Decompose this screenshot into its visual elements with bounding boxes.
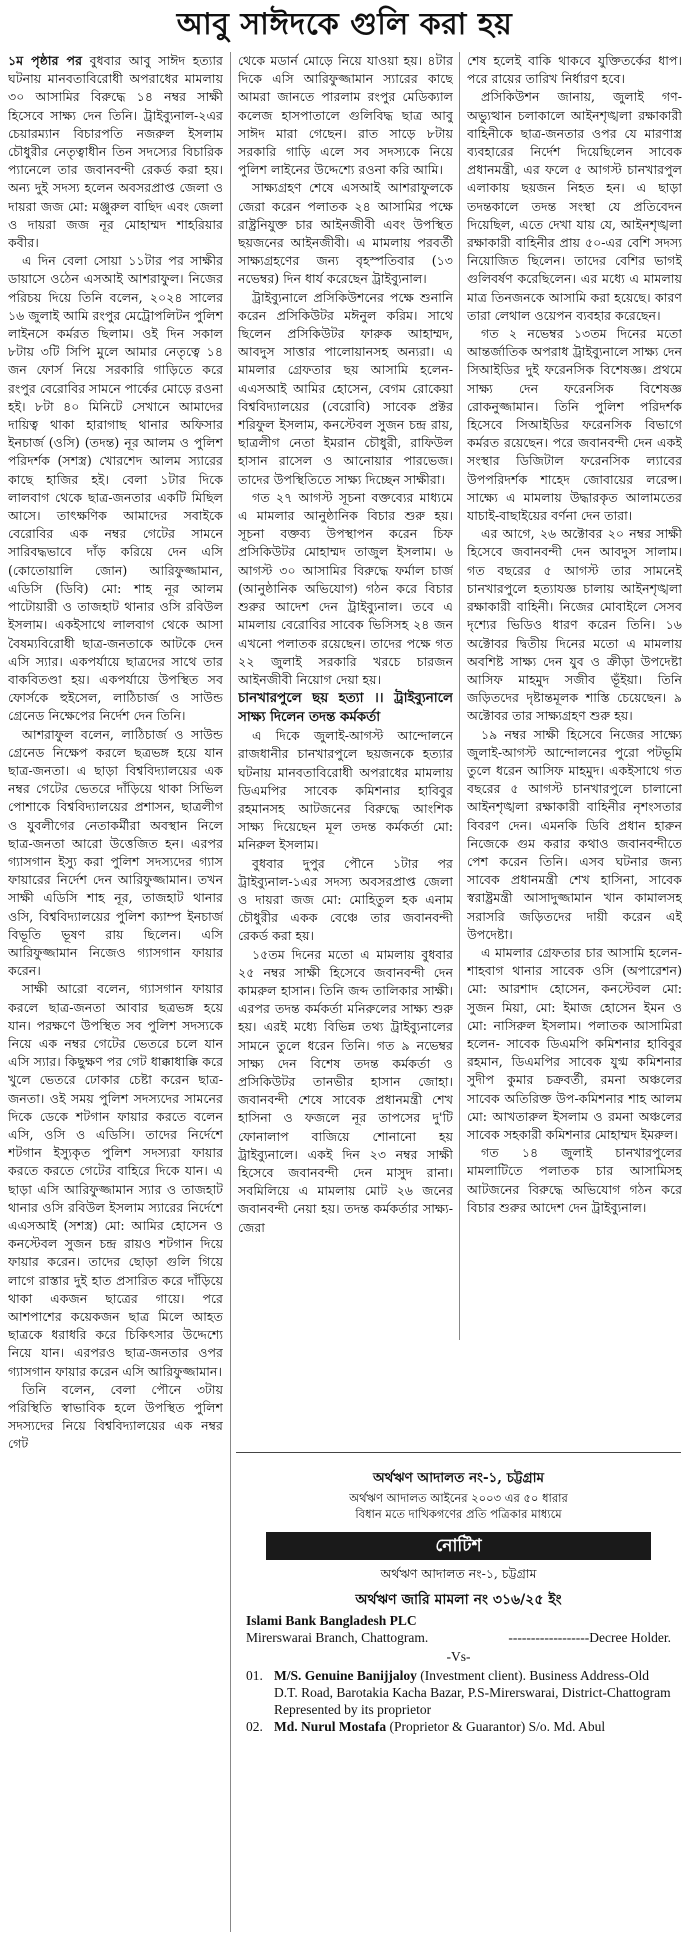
paragraph: বুধবার আবু সাঈদ হত্যার ঘটনায় মানবতাবিরোধী অপরাধের মামলায় ৩০ আসামির বিরুদ্ধে ১৪ নম্বর সাক্ষী হিসেবে সাক্ষ্য দেন তিনি। ট্রাইব্যুনাল-২এর চেয়ারম্যান বিচারপতি নজরুল ইসলাম চৌধুরীর নেতৃত্বাধীন তিন সদস্যের বিচারিক প্যানেলে তার জবানবন্দী রেকর্ড করা হয়। অন্য দুই সদস্য হলেন অবসরপ্রাপ্ত জেলা ও দায়রা জজ মো: মঞ্জুরুল বাছিদ এবং জেলা ও দায়রা জজ নূর মোহাম্মদ শাহরিয়ার কবীর। <box>8 53 223 251</box>
column-1 <box>8 52 223 1932</box>
party-entry <box>246 1667 671 1718</box>
column-3 <box>467 52 682 1340</box>
party-number: 02. <box>246 1719 263 1734</box>
paragraph: এর আগে, ২৬ অক্টোবর ২০ নম্বর সাক্ষী হিসেবে জবানবন্দী দেন আবদুস সালাম। গত বছরের ৫ আগস্ট তার সামনেই চানখারপুলে হত্যাযজ্ঞ চালায় আইনশৃঙ্খলা রক্ষাকারী বাহিনী। নিজের মোবাইলে সেসব দৃশ্যের ভিডিও ধারণ করেন তিনি। ১৬ অক্টোবর দ্বিতীয় দিনের মতো এ মামলায় অবশিষ্ট সাক্ষ্য দেন যুব ও ক্রীড়া উপদেষ্টা আসিফ মাহমুদ সজীব ভূঁইয়া। তিনি জড়িতদের দৃষ্টান্তমূলক শাস্তি চেয়েছেন। ৯ অক্টোবর তার সাক্ষ্যগ্রহণ শুরু হয়। <box>467 526 682 724</box>
party-number: 01. <box>246 1668 263 1683</box>
paragraph: গত ১৪ জুলাই চানখারপুলের মামলাটিতে পলাতক চার আসামিসহ আটজনের বিরুদ্ধে অভিযোগ গঠন করে বিচার শুরুর আদেশ দেন ট্রাইব্যুনাল। <box>467 1145 682 1215</box>
paragraph: এ দিকে জুলাই-আগস্ট আন্দোলনে রাজধানীর চানখারপুলে ছয়জনকে হত্যার ঘটনায় মানবতাবিরোধী অপরাধের মামলায় ডিএমপির সাবেক কমিশনার হাবিবুর রহমানসহ আটজনের বিরুদ্ধে আংশিক সাক্ষ্য দিয়েছেন মূল তদন্ত কর্মকর্তা মো: মনিরুল ইসলাম। <box>238 728 453 853</box>
paragraph: থেকে মডার্ন মোড়ে নিয়ে যাওয়া হয়। ৪টার দিকে এসি আরিফুজ্জামান স্যারের কাছে আমরা জানতে পারলাম রংপুর মেডিক্যাল কলেজ হাসপাতালে গুলিবিদ্ধ ছাত্র আবু সাঈদ মারা গেছেন। রাত সাড়ে ৮টায় সরকারি গাড়ি এলে সব সদস্যকে নিয়ে পুলিশ লাইনের উদ্দেশ্যে রওনা করি আমি। <box>238 53 453 178</box>
paragraph: ১৫তম দিনের মতো এ মামলায় বুধবার ২৫ নম্বর সাক্ষী হিসেবে জবানবন্দী দেন কামরুল হাসান। তিনি জব্দ তালিকার সাক্ষী। এরপর তদন্ত কর্মকর্তা মনিরুলের সাক্ষ্য শুরু হয়। এরই মধ্যে বিভিন্ন তথ্য ট্রাইব্যুনালের সামনে তুলে ধরেন তিনি। গত ৯ নভেম্বর সাক্ষ্য দেন বিশেষ তদন্ত কর্মকর্তা ও প্রসিকিউটর তানভীর হাসান জোহা। জবানবন্দী শেষে সাবেক প্রধানমন্ত্রী শেখ হাসিনা ও ফজলে নূর তাপসের দু'টি ফোনালাপ বাজিয়ে শোনানো হয় ট্রাইব্যুনালে। একই দিন ২৩ নম্বর সাক্ষী হিসেবে জবানবন্দী দেন মাসুদ রানা। সবমিলিয়ে এ মামলায় মোট ২৬ জনের জবানবন্দী নেয়া হয়। তদন্ত কর্মকর্তার সাক্ষ্য-জেরা <box>238 946 453 1235</box>
legal-notice <box>236 1452 681 1940</box>
party-details: (Proprietor & Guarantor) S/o. Md. Abul <box>386 1719 606 1734</box>
column-2 <box>238 52 453 1444</box>
paragraph: গত ২ নভেম্বর ১৩তম দিনের মতো আন্তর্জাতিক অপরাধ ট্রাইব্যুনালে সাক্ষ্য দেন সিআইডির দুই ফরেনসিক বিশেষজ্ঞ। প্রথমে সাক্ষ্য দেন ফরেনসিক বিশেষজ্ঞ রোকনুজ্জামান। তিনি পুলিশ পরিদর্শক হিসেবে সিআইডির ফরেনসিক বিভাগে কর্মরত রয়েছেন। পরে জবানবন্দী দেন একই সংস্থার ডিজিটাল ফরেনসিক ল্যাবের উপপরিদর্শক শাহেদ জোবায়ের লরেন্স। সাক্ষ্যে এ মামলায় উদ্ধারকৃত আলামতের যাচাই-বাছাইয়ের বর্ণনা দেন তারা। <box>467 326 682 524</box>
bank-name: Islami Bank Bangladesh PLC <box>246 1613 417 1628</box>
party-entry <box>246 1718 671 1735</box>
notice-court-subline: বিধান মতে দাখিকগণের প্রতি পত্রিকার মাধ্যমে <box>355 1507 562 1521</box>
subheadline: চানখারপুলে ছয় হত্যা ।। ট্রাইব্যুনালে সাক্ষ্য দিলেন তদন্ত কর্মকর্তা <box>238 690 453 726</box>
column-divider <box>230 52 231 1932</box>
party-details: (Investment client). Business Address-Old D.T. Road, Barotakia Kacha Bazar, P.S-Mirerswarai, District-Chattogram Represented by its proprietor <box>274 1668 671 1717</box>
notice-title: নোটিশ <box>266 1532 651 1560</box>
column-divider <box>459 52 460 1340</box>
paragraph: এ মামলার গ্রেফতার চার আসামি হলেন- শাহবাগ থানার সাবেক ওসি (অপারেশন) মো: আরশাদ হোসেন, কনস্টেবল মো: সুজন মিয়া, মো: ইমাজ হোসেন ইমন ও মো: নাসিরুল ইসলাম। পলাতক আসামিরা হলেন- সাবেক ডিএমপি কমিশনার হাবিবুর রহমান, ডিএমপির সাবেক যুগ্ম কমিশনার সুদীপ কুমার চক্রবর্তী, রমনা অঞ্চলের সাবেক অতিরিক্ত উপ-কমিশনার শাহ আলম মো: আখতারুল ইসলাম ও রমনা অঞ্চলের সাবেক সহকারী কমিশনার মোহাম্মদ ইমরুল। <box>467 944 682 1142</box>
decree-holder-label: ------------------Decree Holder. <box>508 1630 671 1645</box>
notice-case-number: অর্থঋণ জারি মামলা নং ৩১৬/২৫ ইং <box>355 1592 562 1608</box>
paragraph: প্রসিকিউশন জানায়, জুলাই গণ-অভ্যুত্থান চলাকালে আইনশৃঙ্খলা রক্ষাকারী বাহিনীকে ছাত্র-জনতার ওপর যে মারণাস্ত্র ব্যবহারের নির্দেশ দিয়েছিলেন সাবেক প্রধানমন্ত্রী, এর ফলে ৫ আগস্ট চানখারপুল এলাকায় ছয়জন নিহত হন। এ ছাড়া তদন্তকালে তদন্ত সংস্থা যে প্রতিবেদন দিয়েছিল, এতে দেখা যায় যে, আইনশৃঙ্খলা রক্ষাকারী বাহিনীর প্রায় ৫০-এর বেশি সদস্য নিয়োজিত ছিলেন। তাদের বেশির ভাগই গুলিবর্ষণ করেছিলেন। এর মধ্যে এ মামলায় মাত্র তিনজনকে আসামি করা হয়েছে। কারণ তারা লেথাল ওয়েপন ব্যবহার করেছেন। <box>467 89 682 323</box>
paragraph: শেষ হলেই বাকি থাকবে যুক্তিতর্কের ধাপ। পরে রায়ের তারিখ নির্ধারণ হবে। <box>467 53 682 87</box>
bank-branch: Mirerswarai Branch, Chattogram. <box>246 1630 429 1645</box>
paragraph: ট্রাইব্যুনালে প্রসিকিউশনের পক্ষে শুনানি করেন প্রসিকিউটর মঈনুল করিম। সাথে ছিলেন প্রসিকিউটর ফারুক আহাম্মদ, আবদুস সাত্তার পালোয়ানসহ অন্যরা। এ মামলার গ্রেফতার ছয় আসামি হলেন- এএসআই আমির হোসেন, বেগম রোকেয়া বিশ্ববিদ্যালয়ের (বেরোবি) সাবেক প্রক্টর শরিফুল ইসলাম, কনস্টেবল সুজন চন্দ্র রায়, ছাত্রলীগ নেতা ইমরান চৌধুরী, রাফিউল হাসান রাসেল ও আনোয়ার পারভেজ। তাদের উপস্থিতিতে সাক্ষ্য দিচ্ছেন সাক্ষীরা। <box>238 289 453 487</box>
versus-label: -Vs- <box>446 1649 471 1664</box>
continued-label: ১ম পৃষ্ঠার পর <box>8 53 82 68</box>
paragraph: এ দিন বেলা সোয়া ১১টার পর সাক্ষীর ডায়াসে ওঠেন এসআই আশরাফুল। নিজের পরিচয় দিয়ে তিনি বলেন, ২০২৪ সালের ১৬ জুলাই আমি রংপুর মেট্রোপলিটন পুলিশ লাইনসে কর্মরত ছিলাম। ওই দিন সকাল ৮টায় ৩টি সিপি মুলে আমার নেতৃত্বে ১৪ জন ফোর্স নিয়ে সরকারি গাড়িতে করে রংপুর বেরোবির সামনে পার্কের মোড়ে রওনা হই। ৮টা ৪০ মিনিটে সেখানে আমাদের দায়িত্ব থাকা হারাগাছ থানার অফিসার ইনচার্জ (ওসি) (তদন্ত) নূর আলম ও পুলিশ পরিদর্শক (সশস্ত্র) খোরশেদ আলম স্যারের কাছে হাজির হই। বেলা ১টার দিকে লালবাগ থেকে ছাত্র-জনতার একটি মিছিল আসে। তাৎক্ষণিক আমাদের সবাইকে বেরোবির এক নম্বর গেটের সামনে সারিবদ্ধভাবে দাঁড় করিয়ে দেন এসি (কোতোয়ালি জোন) আরিফুজ্জামান, এডিসি (ডিবি) মো: শাহ নূর আলম পাটোয়ারী ও তাজহাট থানার ওসি রবিউল ইসলাম। একইসাথে লালবাগ থেকে আসা বৈষম্যবিরোধী ছাত্র-জনতাকে আটকে দেন এসি স্যার। একপর্যায়ে ছাত্রদের সাথে তার বাকবিতণ্ডা হয়। একপর্যায়ে উপস্থিত সব ফোর্সকে হুইসেল, লাঠিচার্জ ও সাউন্ড গ্রেনেড নিক্ষেপের নির্দেশ দেন তিনি। <box>8 253 223 724</box>
paragraph: তিনি বলেন, বেলা পৌনে ৩টায় পরিস্থিতি স্বাভাবিক হলে উপস্থিত পুলিশ সদস্যদের নিয়ে বিশ্ববিদ্যালয়ের এক নম্বর গেট <box>8 1381 223 1452</box>
notice-court-subline: অর্থঋণ আদালত আইনের ২০০৩ এর ৫০ ধারার <box>349 1491 568 1505</box>
paragraph: আশরাফুল বলেন, লাঠিচার্জ ও সাউন্ড গ্রেনেড নিক্ষেপ করলে ছত্রভঙ্গ হয়ে যান ছাত্র-জনতা। এ ছাড়া বিশ্ববিদ্যালয়ের এক নম্বর গেটের ভেতরে দাঁড়িয়ে থাকা সিভিল পোশাকে বিশ্ববিদ্যালয়ের প্রশাসন, ছাত্রলীগ ও যুবলীগের নেতাকর্মীরা অবস্থান নিলে ছাত্র-জনতা আরো উত্তেজিত হন। এরপর গ্যাসগান ইস্যু করা পুলিশ সদস্যদের গ্যাস ফায়ারের নির্দেশ দেন আরিফুজ্জামান। তখন সাক্ষী এডিসি শাহ নূর, তাজহাট থানার ওসি, বিশ্ববিদ্যালয়ের পুলিশ ক্যাম্প ইনচার্জ বিভূতি ভূষণ রায় ছিলেন। এসি আরিফুজ্জামান নিজেও গ্যাসগান ফায়ার করেন। <box>8 726 223 979</box>
paragraph: সাক্ষী আরো বলেন, গ্যাসগান ফায়ার করলে ছাত্র-জনতা আবার ছত্রভঙ্গ হয়ে যান। পরক্ষণে উপস্থিত সব পুলিশ সদস্যকে নিয়ে এক নম্বর গেটের ভেতরে চলে যান এসি স্যার। কিছুক্ষণ পর গেট ধাক্কাধাক্কি করে খুলে ভেতরে ঢোকার চেষ্টা করেন ছাত্র-জনতা। ওই সময় পুলিশ সদস্যদের সামনের দিকে ডেকে শটগান ফায়ার করতে বলেন এসি, ওসি ও এডিসি। তাদের নির্দেশে শটগান ইস্যুকৃত পুলিশ সদস্যরা ফায়ার করতে করতে গেটের বাহিরে দিকে যান। এ ছাড়া এসি আরিফুজ্জামান স্যার ও তাজহাট থানার ওসি রবিউল ইসলাম স্যারের নির্দেশে এএসআই (সশস্ত্র) মো: আমির হোসেন ও কনস্টেবল সুজন চন্দ্র রায়ও শটগান দিয়ে ফায়ার করেন। তাদের ছোড়া গুলি গিয়ে লাগে রাস্তার দুই হাত প্রসারিত করে দাঁড়িয়ে থাকা একজন ছাত্রের গায়ে। পরে আশপাশের কয়েকজন ছাত্র মিলে আহত ছাত্রকে ধরাধরি করে চিকিৎসার উদ্দেশ্যে নিয়ে যান। এরপরও ছাত্র-জনতার ওপর গ্যাসগান ফায়ার করেন এসি আরিফুজ্জামান। <box>8 981 223 1379</box>
party-name: Md. Nurul Mostafa <box>274 1719 387 1734</box>
notice-court-name: অর্থঋণ আদালত নং-১, চট্টগ্রাম <box>380 1566 537 1581</box>
party-name: M/S. Genuine Banijjaloy <box>274 1668 417 1683</box>
headline: আবু সাঈদকে গুলি করা হয় <box>176 7 513 42</box>
paragraph: সাক্ষ্যগ্রহণ শেষে এসআই আশরাফুলকে জেরা করেন পলাতক ২৪ আসামির পক্ষে রাষ্ট্রনিযুক্ত চার আইনজীবী এবং উপস্থিত ছয়জনের আইনজীবী। এ মামলায় পরবর্তী সাক্ষ্যগ্রহণের জন্য বৃহস্পতিবার (১৩ নভেম্বর) দিন ধার্য করেছেন ট্রাইব্যুনাল। <box>238 180 453 287</box>
paragraph: ১৯ নম্বর সাক্ষী হিসেবে নিজের সাক্ষ্যে জুলাই-আগস্ট আন্দোলনের পুরো পটভূমি তুলে ধরেন আসিফ মাহমুদ। একইসাথে গত বছরের ৫ আগস্ট চানখারপুলে চালানো আইনশৃঙ্খলা রক্ষাকারী বাহিনীর নৃশংসতার বিবরণ দেন। এমনকি ডিবি প্রধান হারুন নিজেকে গুম করার কথাও জবানবন্দীতে পেশ করেন তিনি। এসব ঘটনার জন্য সাবেক প্রধানমন্ত্রী শেখ হাসিনা, সাবেক স্বরাষ্ট্রমন্ত্রী আসাদুজ্জামান খান কামালসহ সরাসরি জড়িতদের দায়ী করেন এই উপদেষ্টা। <box>467 726 682 942</box>
notice-court-heading: অর্থঋণ আদালত নং-১, চট্টগ্রাম <box>372 1470 545 1486</box>
paragraph: বুধবার দুপুর পৌনে ১টার পর ট্রাইব্যুনাল-১এর সদস্য অবসরপ্রাপ্ত জেলা ও দায়রা জজ মো: মোহিতুল হক এনাম চৌধুরীর একক বেঞ্চে তার জবানবন্দী রেকর্ড করা হয়। <box>238 855 453 944</box>
paragraph: গত ২৭ আগস্ট সূচনা বক্তব্যের মাধ্যমে এ মামলার আনুষ্ঠানিক বিচার শুরু হয়। সূচনা বক্তব্য উপস্থাপন করেন চিফ প্রসিকিউটর মোহাম্মদ তাজুল ইসলাম। ৬ আগস্ট ৩০ আসামির বিরুদ্ধে ফর্মাল চার্জ (আনুষ্ঠানিক অভিযোগ) গঠন করে বিচার শুরুর আদেশ দেন ট্রাইব্যুনাল। তবে এ মামলায় বেরোবির সাবেক ভিসিসহ ২৪ জন এখনো পলাতক রয়েছেন। তাদের পক্ষে গত ২২ জুলাই সরকারি খরচে চারজন আইনজীবী নিয়োগ দেয়া হয়। <box>238 489 453 687</box>
